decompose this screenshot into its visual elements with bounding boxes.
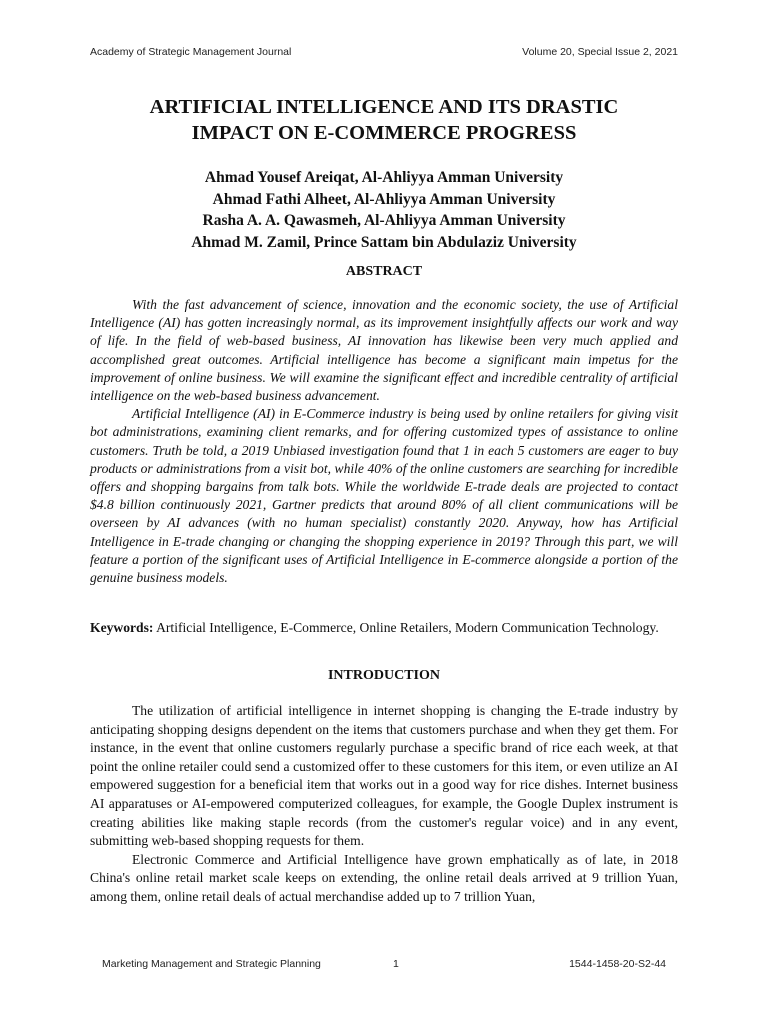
author-list: [90, 167, 678, 253]
introduction-body: [90, 702, 678, 907]
abstract-body: [90, 296, 678, 587]
author-4: Ahmad M. Zamil, Prince Sattam bin Abdulaziz University: [191, 233, 577, 251]
journal-name: Academy of Strategic Management Journal: [90, 46, 292, 58]
keywords-text: Artificial Intelligence, E-Commerce, Online Retailers, Modern Communication Technology.: [153, 620, 659, 635]
introduction-heading: INTRODUCTION: [327, 668, 440, 683]
abstract-heading: ABSTRACT: [345, 264, 423, 279]
title-line-2: IMPACT ON E-COMMERCE PROGRESS: [191, 122, 577, 144]
author-1: Ahmad Yousef Areiqat, Al-Ahliyya Amman University: [204, 169, 564, 186]
abstract-paragraph-1: With the fast advancement of science, innovation and the economic society, the use of Artificial Intelligence (AI) has gotten increasingly normal, as its improvement insightfully affects our work and way of life. In the field of web-based business, AI innovation has likewise been very much applied and accomplished great outcomes. Artificial intelligence has become a significant main impetus for the improvement of online business. We will examine the significant effect and incredible centrality of artificial intelligence on the web-based business advancement.: [90, 297, 678, 404]
title-line-1: ARTIFICIAL INTELLIGENCE AND ITS DRASTIC: [149, 96, 619, 118]
footer-section-name: Marketing Management and Strategic Planning: [102, 958, 321, 970]
author-2: Ahmad Fathi Alheet, Al-Ahliyya Amman University: [212, 190, 556, 208]
keywords-label: Keywords:: [90, 620, 154, 635]
volume-info: Volume 20, Special Issue 2, 2021: [522, 46, 678, 58]
page-number: 1: [393, 958, 399, 970]
paper-title: [90, 94, 678, 146]
keywords: [90, 619, 678, 637]
introduction-paragraph-2: Electronic Commerce and Artificial Intelligence have grown emphatically as of late, in 2018 China's online retail market scale keeps on extending, the online retail deals arrived at 9 trillion Yuan, among them, online retail deals of actual merchandise added up to 7 trillion Yuan,: [90, 851, 678, 904]
article-id: 1544-1458-20-S2-44: [569, 958, 666, 970]
author-3: Rasha A. A. Qawasmeh, Al-Ahliyya Amman University: [202, 212, 566, 229]
introduction-paragraph-1: The utilization of artificial intelligence in internet shopping is changing the E-trade industry by anticipating shopping designs dependent on the items that customers purchase and when they get them. For instance, in the event that online customers regularly purchase a specific brand of rice each week, at that point the online retailer could send a customized offer to these customers for this item, or even utilize an AI empowered suggestion for a beneficial item that works out in a good way for rice dishes. Internet business AI apparatuses or AI-empowered computerized colleagues, for example, the Google Duplex instrument is creating abilities like making staple records (from the customer's regular voice) and in any event, submitting web-based shopping requests for them.: [90, 703, 678, 849]
abstract-paragraph-2: Artificial Intelligence (AI) in E-Commerce industry is being used by online retailers for giving visit bot administrations, examining client remarks, and for offering customized types of assistance to online customers. Truth be told, a 2019 Unbiased investigation found that 1 in each 5 customers are eager to buy products or administrations from a visit bot, while 40% of the online customers are searching for incredible offers and shopping bargains from talk bots. While the worldwide E-trade deals are projected to contact $4.8 billion continuously 2021, Gartner predicts that around 80% of all client communications will be overseen by AI advances (with no human specialist) constantly 2020. Anyway, how has Artificial Intelligence in E-trade changing or changing the shopping experience in 2019? Through this part, we will feature a portion of the significant uses of Artificial Intelligence in E-commerce alongside a portion of the genuine business models.: [90, 406, 678, 586]
